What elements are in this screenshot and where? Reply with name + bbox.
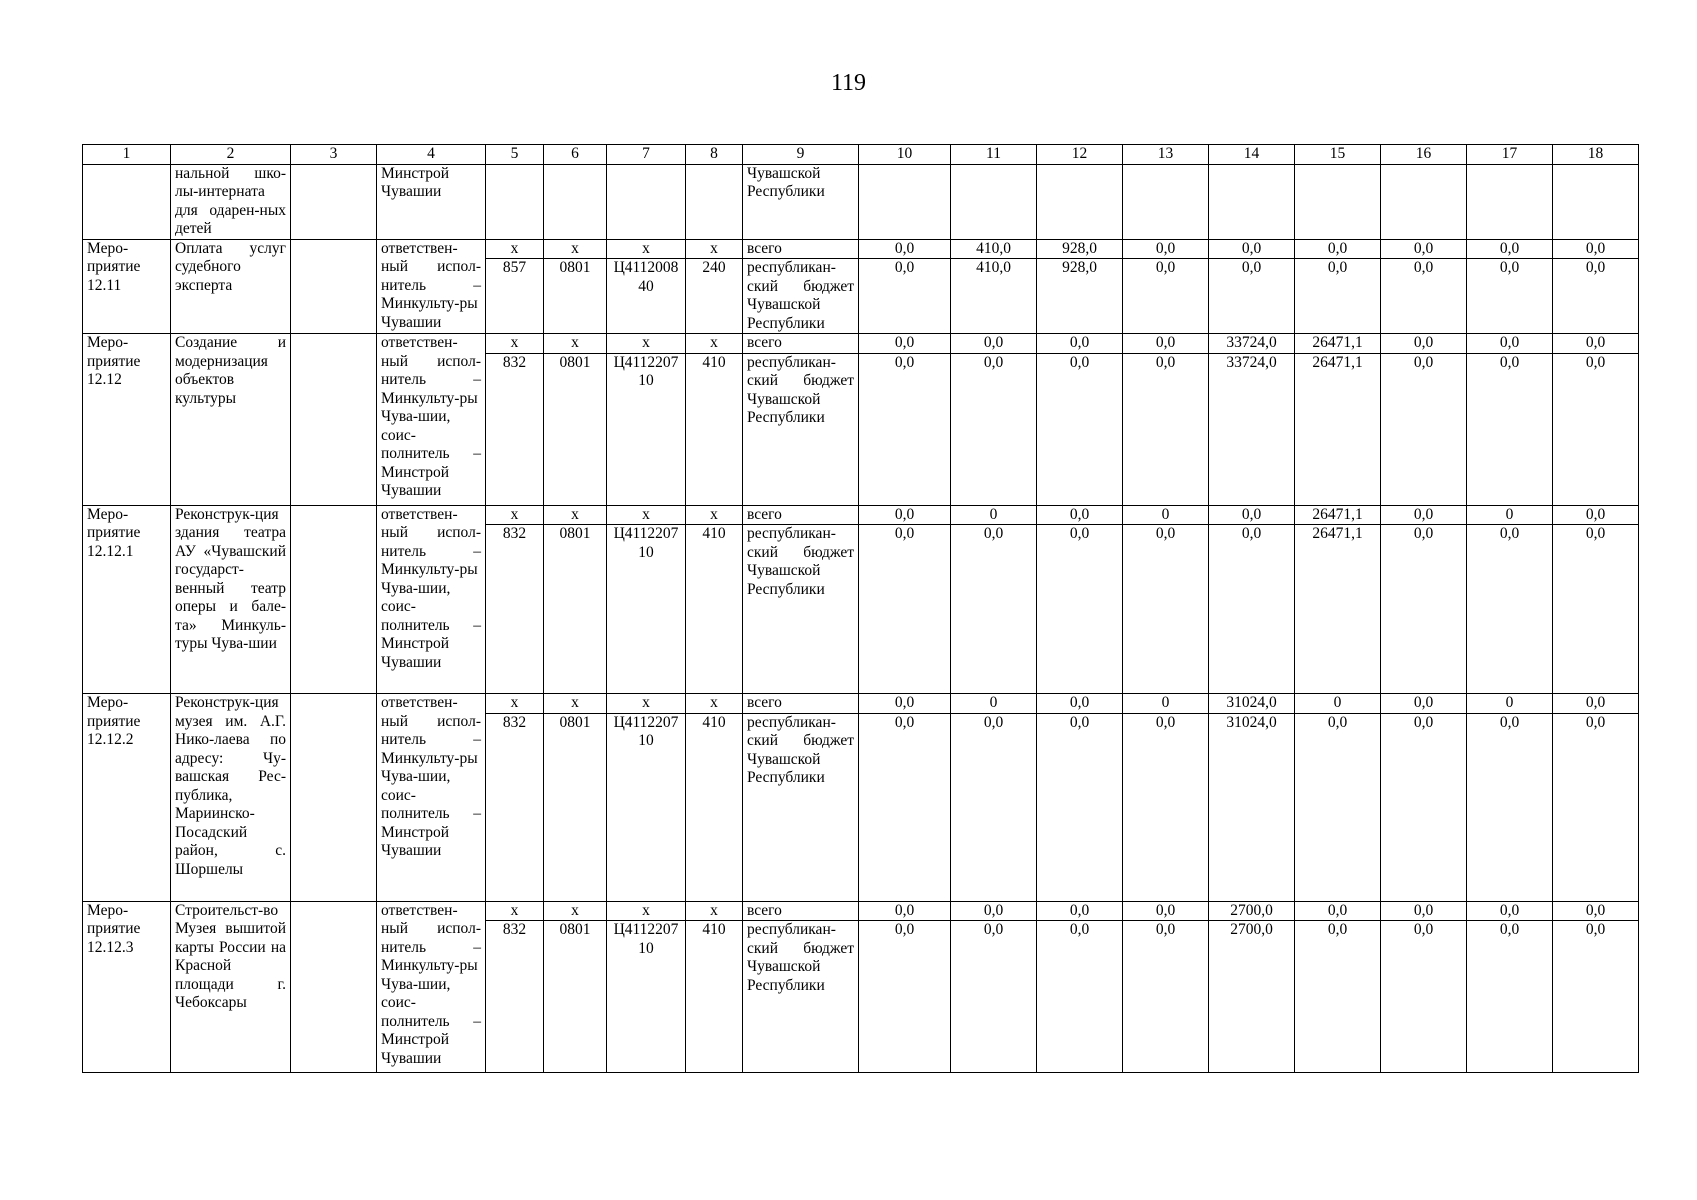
value-cell: 0,0 [859, 505, 951, 525]
code-cell: x [686, 505, 743, 525]
empty-cell [1381, 164, 1467, 239]
value-cell: 0,0 [859, 713, 951, 901]
activity-code: Меро-приятие 12.12.3 [83, 901, 171, 1073]
value-cell: 0,0 [1467, 334, 1553, 354]
code-cell: Ц411220710 [607, 921, 686, 1073]
empty-cell [291, 901, 377, 1073]
empty-cell [1037, 164, 1123, 239]
value-cell: 0,0 [1123, 525, 1209, 694]
code-cell: x [544, 694, 607, 714]
value-cell: 26471,1 [1295, 353, 1381, 505]
header-cell: 12 [1037, 145, 1123, 165]
value-cell: 0,0 [1037, 901, 1123, 921]
value-cell: 0,0 [1553, 921, 1639, 1073]
value-cell: 0 [1295, 694, 1381, 714]
value-cell: 0,0 [1381, 353, 1467, 505]
code-cell: 410 [686, 525, 743, 694]
executor: ответствен-ный испол-нитель – Минкульту-ры Чува-шии, соис-полнитель – Минстрой Чувашии [377, 505, 486, 694]
value-cell: 0 [1123, 694, 1209, 714]
code-cell: x [544, 901, 607, 921]
code-cell: 0801 [544, 921, 607, 1073]
column-number-row [83, 145, 1639, 165]
empty-cell [1553, 164, 1639, 239]
value-cell: 0,0 [1381, 505, 1467, 525]
value-cell: 0,0 [859, 901, 951, 921]
value-cell: 0,0 [1037, 334, 1123, 354]
code-cell: x [486, 505, 544, 525]
value-cell: 0,0 [951, 713, 1037, 901]
header-cell: 3 [291, 145, 377, 165]
value-cell: 31024,0 [1209, 694, 1295, 714]
value-cell: 0,0 [859, 259, 951, 334]
value-cell: 0,0 [1467, 239, 1553, 259]
value-cell: 0,0 [859, 239, 951, 259]
header-cell: 13 [1123, 145, 1209, 165]
activity-code: Меро-приятие 12.11 [83, 239, 171, 334]
empty-cell [859, 164, 951, 239]
value-cell: 0,0 [1381, 713, 1467, 901]
code-cell: x [607, 694, 686, 714]
value-cell: 0,0 [1123, 901, 1209, 921]
code-cell: Ц411220710 [607, 525, 686, 694]
code-cell: Ц411220710 [607, 353, 686, 505]
value-cell: 0,0 [859, 921, 951, 1073]
value-cell: 0,0 [1037, 921, 1123, 1073]
value-cell: 0,0 [1123, 921, 1209, 1073]
value-cell: 0,0 [1123, 259, 1209, 334]
value-cell: 0,0 [1209, 239, 1295, 259]
header-cell: 15 [1295, 145, 1381, 165]
code-cell: 0801 [544, 713, 607, 901]
value-cell: 0,0 [1381, 239, 1467, 259]
code-cell: 832 [486, 353, 544, 505]
value-cell: 410,0 [951, 239, 1037, 259]
value-cell: 0,0 [1037, 353, 1123, 505]
empty-cell [607, 164, 686, 239]
activity-name: Реконструк-ция здания театра АУ «Чувашский государст-венный театр оперы и бале-та» Минкуль-туры Чува-шии [171, 505, 291, 694]
value-cell: 33724,0 [1209, 353, 1295, 505]
activity-name: Создание и модернизация объектов культуры [171, 334, 291, 506]
activity-name: Оплата услуг судебного эксперта [171, 239, 291, 334]
value-cell: 0,0 [1553, 525, 1639, 694]
value-cell: 0 [951, 694, 1037, 714]
value-cell: 0,0 [1553, 713, 1639, 901]
code-cell: x [544, 239, 607, 259]
value-cell: 0,0 [1553, 505, 1639, 525]
funding-source: всего [743, 694, 859, 714]
header-cell: 17 [1467, 145, 1553, 165]
activity-total-row [83, 505, 1639, 525]
code-cell: 857 [486, 259, 544, 334]
activity-total-row [83, 334, 1639, 354]
value-cell: 0,0 [859, 694, 951, 714]
value-cell: 0,0 [1467, 901, 1553, 921]
value-cell: 26471,1 [1295, 505, 1381, 525]
code-cell: 410 [686, 921, 743, 1073]
funding-source: Чувашской Республики [743, 164, 859, 239]
value-cell: 410,0 [951, 259, 1037, 334]
code-cell: 410 [686, 713, 743, 901]
header-cell: 10 [859, 145, 951, 165]
executor: ответствен-ный испол-нитель – Минкульту-ры Чува-шии, соис-полнитель – Минстрой Чувашии [377, 694, 486, 902]
value-cell: 0,0 [1209, 525, 1295, 694]
empty-cell [951, 164, 1037, 239]
header-cell: 9 [743, 145, 859, 165]
code-cell: x [544, 505, 607, 525]
value-cell: 26471,1 [1295, 334, 1381, 354]
value-cell: 0,0 [1467, 921, 1553, 1073]
code-cell: x [486, 239, 544, 259]
value-cell: 0,0 [1037, 505, 1123, 525]
value-cell: 0,0 [1209, 259, 1295, 334]
value-cell: 0,0 [1209, 505, 1295, 525]
value-cell: 0,0 [1553, 334, 1639, 354]
value-cell: 0 [951, 505, 1037, 525]
header-cell: 4 [377, 145, 486, 165]
value-cell: 0,0 [1037, 713, 1123, 901]
executor: ответствен-ный испол-нитель – Минкульту-ры Чува-шии, соис-полнитель – Минстрой Чувашии [377, 901, 486, 1073]
funding-source: всего [743, 239, 859, 259]
empty-cell [291, 694, 377, 902]
value-cell: 0,0 [1381, 259, 1467, 334]
header-cell: 5 [486, 145, 544, 165]
value-cell: 2700,0 [1209, 901, 1295, 921]
code-cell: x [686, 901, 743, 921]
value-cell: 0,0 [1553, 901, 1639, 921]
value-cell: 0,0 [951, 353, 1037, 505]
value-cell: 0,0 [1467, 525, 1553, 694]
value-cell: 0 [1467, 694, 1553, 714]
code-cell: x [607, 334, 686, 354]
value-cell: 928,0 [1037, 259, 1123, 334]
code-cell: Ц411220710 [607, 713, 686, 901]
header-cell: 1 [83, 145, 171, 165]
value-cell: 26471,1 [1295, 525, 1381, 694]
activity-code: Меро-приятие 12.12.1 [83, 505, 171, 694]
funding-source: всего [743, 505, 859, 525]
code-cell: x [607, 505, 686, 525]
value-cell: 0,0 [951, 901, 1037, 921]
code-cell: x [486, 901, 544, 921]
empty-cell [291, 239, 377, 334]
code-cell: 832 [486, 921, 544, 1073]
value-cell: 0,0 [951, 921, 1037, 1073]
value-cell: 0,0 [951, 525, 1037, 694]
empty-cell [1295, 164, 1381, 239]
funding-source: республикан-ский бюджет Чувашской Республики [743, 259, 859, 334]
header-cell: 2 [171, 145, 291, 165]
value-cell: 0,0 [1553, 353, 1639, 505]
value-cell: 0,0 [1037, 525, 1123, 694]
value-cell: 0,0 [1295, 713, 1381, 901]
value-cell: 0,0 [1037, 694, 1123, 714]
code-cell: x [607, 239, 686, 259]
executor: Минстрой Чувашии [377, 164, 486, 239]
executor: ответствен-ный испол-нитель – Минкульту-ры Чувашии [377, 239, 486, 334]
funding-source: всего [743, 901, 859, 921]
value-cell: 0,0 [859, 353, 951, 505]
value-cell: 0,0 [1467, 353, 1553, 505]
header-cell: 11 [951, 145, 1037, 165]
empty-cell [544, 164, 607, 239]
activity-total-row [83, 239, 1639, 259]
activity-code: Меро-приятие 12.12.2 [83, 694, 171, 902]
value-cell: 0,0 [1123, 713, 1209, 901]
value-cell: 0,0 [1553, 259, 1639, 334]
program-table [82, 144, 1639, 1073]
code-cell: x [486, 694, 544, 714]
empty-cell [1209, 164, 1295, 239]
value-cell: 0,0 [1467, 713, 1553, 901]
header-cell: 14 [1209, 145, 1295, 165]
value-cell: 0,0 [1123, 334, 1209, 354]
value-cell: 928,0 [1037, 239, 1123, 259]
value-cell: 0,0 [1553, 239, 1639, 259]
code-cell: Ц411200840 [607, 259, 686, 334]
value-cell: 33724,0 [1209, 334, 1295, 354]
code-cell: x [686, 334, 743, 354]
code-cell: x [544, 334, 607, 354]
value-cell: 0,0 [1381, 334, 1467, 354]
header-cell: 7 [607, 145, 686, 165]
empty-cell [1467, 164, 1553, 239]
value-cell: 0 [1467, 505, 1553, 525]
code-cell: 0801 [544, 353, 607, 505]
activity-code: Меро-приятие 12.12 [83, 334, 171, 506]
value-cell: 0,0 [1295, 239, 1381, 259]
value-cell: 0,0 [1295, 259, 1381, 334]
header-cell: 8 [686, 145, 743, 165]
empty-cell [291, 505, 377, 694]
header-cell: 18 [1553, 145, 1639, 165]
activity-name: Реконструк-ция музея им. А.Г. Нико-лаева по адресу: Чу-вашская Рес-публика, Мариинско-Посадский район, с. Шоршелы [171, 694, 291, 902]
funding-source: республикан-ский бюджет Чувашской Республики [743, 353, 859, 505]
code-cell: 410 [686, 353, 743, 505]
code-cell: x [686, 239, 743, 259]
empty-cell [291, 334, 377, 506]
empty-cell [291, 164, 377, 239]
code-cell: 240 [686, 259, 743, 334]
value-cell: 0,0 [1467, 259, 1553, 334]
value-cell: 0,0 [1123, 239, 1209, 259]
continuation-row [83, 164, 1639, 239]
value-cell: 0,0 [1381, 525, 1467, 694]
code-cell: 832 [486, 525, 544, 694]
activity-code [83, 164, 171, 239]
value-cell: 0,0 [1381, 901, 1467, 921]
value-cell: 2700,0 [1209, 921, 1295, 1073]
header-cell: 16 [1381, 145, 1467, 165]
activity-name: нальной шко-лы-интерната для одарен-ных детей [171, 164, 291, 239]
code-cell: 0801 [544, 525, 607, 694]
value-cell: 0,0 [1381, 921, 1467, 1073]
activity-total-row [83, 694, 1639, 714]
value-cell: 0,0 [859, 334, 951, 354]
empty-cell [486, 164, 544, 239]
code-cell: x [686, 694, 743, 714]
value-cell: 0,0 [1381, 694, 1467, 714]
header-cell: 6 [544, 145, 607, 165]
code-cell: 832 [486, 713, 544, 901]
value-cell: 0,0 [859, 525, 951, 694]
code-cell: 0801 [544, 259, 607, 334]
code-cell: x [607, 901, 686, 921]
value-cell: 0 [1123, 505, 1209, 525]
value-cell: 31024,0 [1209, 713, 1295, 901]
funding-source: всего [743, 334, 859, 354]
page-number: 119 [830, 70, 867, 96]
value-cell: 0,0 [1295, 901, 1381, 921]
activity-name: Строительст-во Музея вышитой карты России на Красной площади г. Чебоксары [171, 901, 291, 1073]
empty-cell [686, 164, 743, 239]
empty-cell [1123, 164, 1209, 239]
funding-source: республикан-ский бюджет Чувашской Республики [743, 713, 859, 901]
funding-source: республикан-ский бюджет Чувашской Республики [743, 525, 859, 694]
activity-total-row [83, 901, 1639, 921]
value-cell: 0,0 [1123, 353, 1209, 505]
executor: ответствен-ный испол-нитель – Минкульту-ры Чува-шии, соис-полнитель – Минстрой Чувашии [377, 334, 486, 506]
value-cell: 0,0 [1295, 921, 1381, 1073]
value-cell: 0,0 [1553, 694, 1639, 714]
funding-source: республикан-ский бюджет Чувашской Республики [743, 921, 859, 1073]
value-cell: 0,0 [951, 334, 1037, 354]
code-cell: x [486, 334, 544, 354]
